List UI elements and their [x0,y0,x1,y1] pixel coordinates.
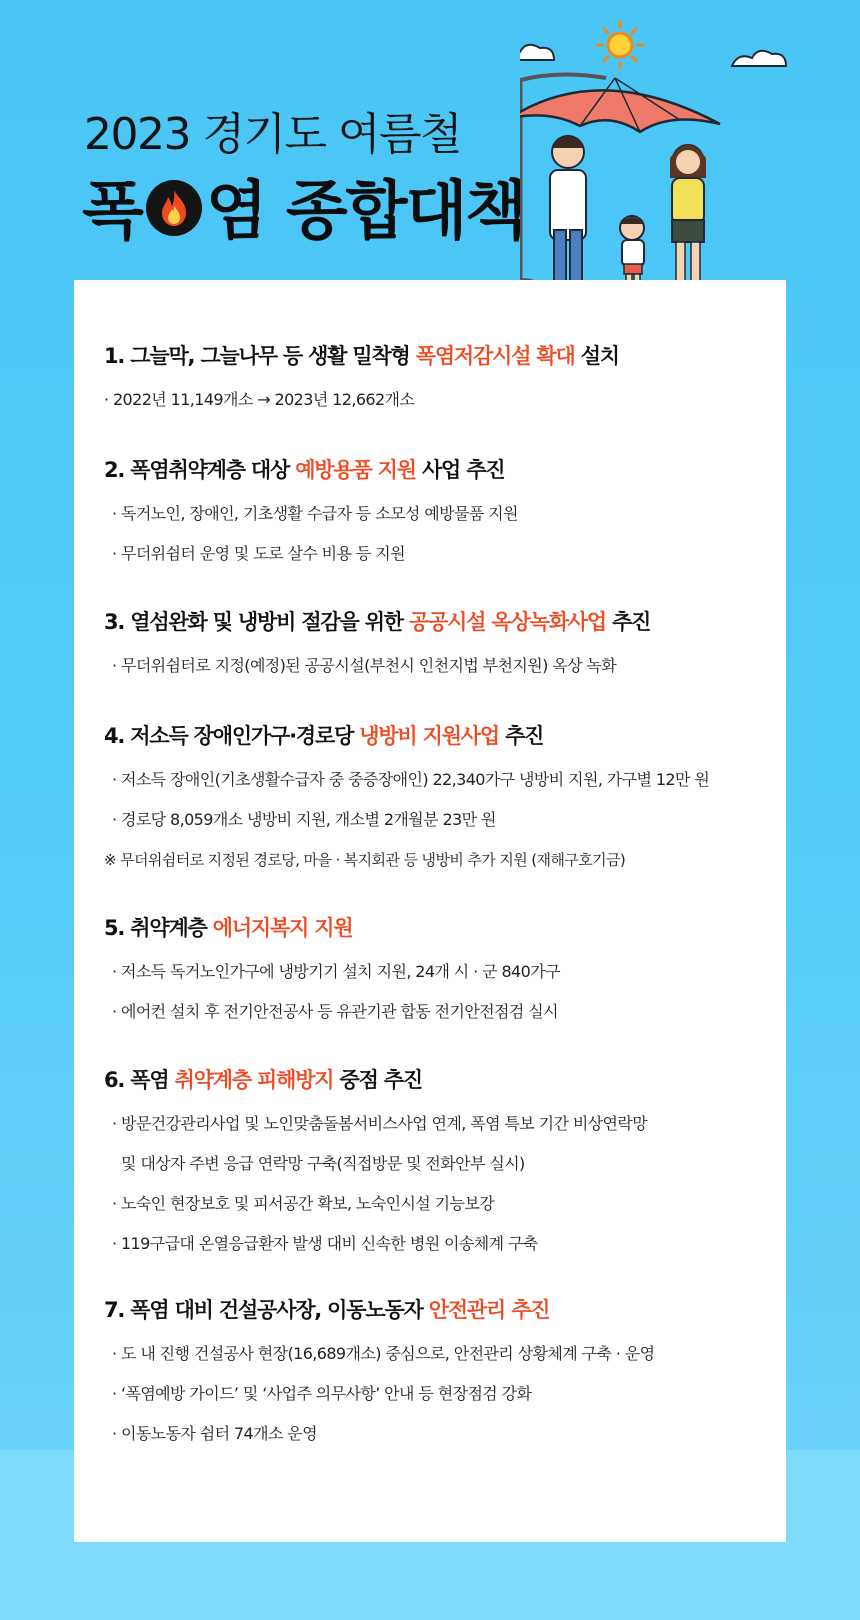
list-item: · 2022년 11,149개소 → 2023년 12,662개소 [104,390,415,409]
section-title-text: 3. 열섬완화 및 냉방비 절감을 위한 [104,610,409,634]
sun-icon [597,22,643,68]
section-title-text: 추진 [605,610,651,634]
section-title-highlight: 취약계층 피해방지 [174,1068,334,1092]
section-title-highlight: 에너지복지 지원 [212,916,353,940]
section-5 [104,912,784,1022]
section-title-highlight: 냉방비 지원사업 [359,724,499,748]
list-item: · 도 내 진행 건설공사 현장(16,689개소) 중심으로, 안전관리 상황체계 구축 · 운영 [112,1344,655,1363]
section-title [104,912,784,942]
section-title-text: 설치 [574,344,619,368]
content-card [74,280,786,1542]
page-title-rest: 염 종합대책 [205,175,526,249]
section-title [104,340,784,370]
section-title [104,1064,784,1094]
section-title-text: 5. 취약계층 [104,916,213,940]
note: ※ 무더위쉼터로 지정된 경로당, 마을 · 복지회관 등 냉방비 추가 지원 (재해구호기금) [104,851,626,869]
section-6 [104,1064,784,1254]
flame-icon [146,180,202,236]
section-title-text: 사업 추진 [415,458,505,482]
list-item: · 독거노인, 장애인, 기초생활 수급자 등 소모성 예방물품 지원 [112,504,518,523]
list-item: · ‘폭염예방 가이드’ 및 ‘사업주 의무사항’ 안내 등 현장점검 강화 [112,1384,532,1403]
section-title [104,720,784,750]
list-item: · 에어컨 설치 후 전기안전공사 등 유관기관 합동 전기안전점검 실시 [112,1002,558,1021]
list-item: · 노숙인 현장보호 및 피서공간 확보, 노숙인시설 기능보강 [112,1194,495,1213]
section-title-text: 7. 폭염 대비 건설공사장, 이동노동자 [104,1298,429,1322]
section-title-text: 중점 추진 [333,1068,422,1092]
list-item: · 경로당 8,059개소 냉방비 지원, 개소별 2개월분 23만 원 [112,810,496,829]
section-4 [104,720,784,870]
section-title [104,454,784,484]
section-7 [104,1294,784,1444]
list-item: · 119구급대 온열응급환자 발생 대비 신속한 병원 이송체계 구축 [112,1234,538,1253]
list-item: · 이동노동자 쉼터 74개소 운영 [112,1424,318,1443]
section-title-text: 4. 저소득 장애인가구·경로당 [104,724,360,748]
section-1 [104,340,784,410]
list-item: · 무더위쉼터 운영 및 도로 살수 비용 등 지원 [112,544,405,563]
cloud-icon [520,45,554,60]
page-title-char1: 폭 [82,175,142,249]
section-2 [104,454,784,564]
section-title [104,606,784,636]
section-title [104,1294,784,1324]
section-3 [104,606,784,676]
section-title-highlight: 공공시설 옥상녹화사업 [408,610,606,634]
section-title-highlight: 안전관리 추진 [428,1298,550,1322]
section-title-highlight: 예방용품 지원 [295,458,416,482]
page-title-line1: 2023 경기도 여름철 [84,109,461,160]
page-title-line2 [82,160,525,252]
family-umbrella-illustration [520,20,860,310]
section-title-text: 추진 [498,724,544,748]
section-title-text: 1. 그늘막, 그늘나무 등 생활 밀착형 [104,344,416,368]
list-item: · 방문건강관리사업 및 노인맞춤돌봄서비스사업 연계, 폭염 특보 기간 비상연락망 [112,1114,648,1133]
list-item: · 저소득 독거노인가구에 냉방기기 설치 지원, 24개 시 · 군 840가구 [112,962,560,981]
section-title-highlight: 폭염저감시설 확대 [415,344,575,368]
list-item: · 무더위쉼터로 지정(예정)된 공공시설(부천시 인천지법 부천지원) 옥상 녹화 [112,656,617,675]
list-item: 및 대상자 주변 응급 연락망 구축(직접방문 및 전화안부 실시) [112,1154,525,1173]
list-item: · 저소득 장애인(기초생활수급자 중 중증장애인) 22,340가구 냉방비 지원, 가구별 12만 원 [112,770,710,789]
section-title-text: 2. 폭염취약계층 대상 [104,458,296,482]
section-title-text: 6. 폭염 [104,1068,175,1092]
